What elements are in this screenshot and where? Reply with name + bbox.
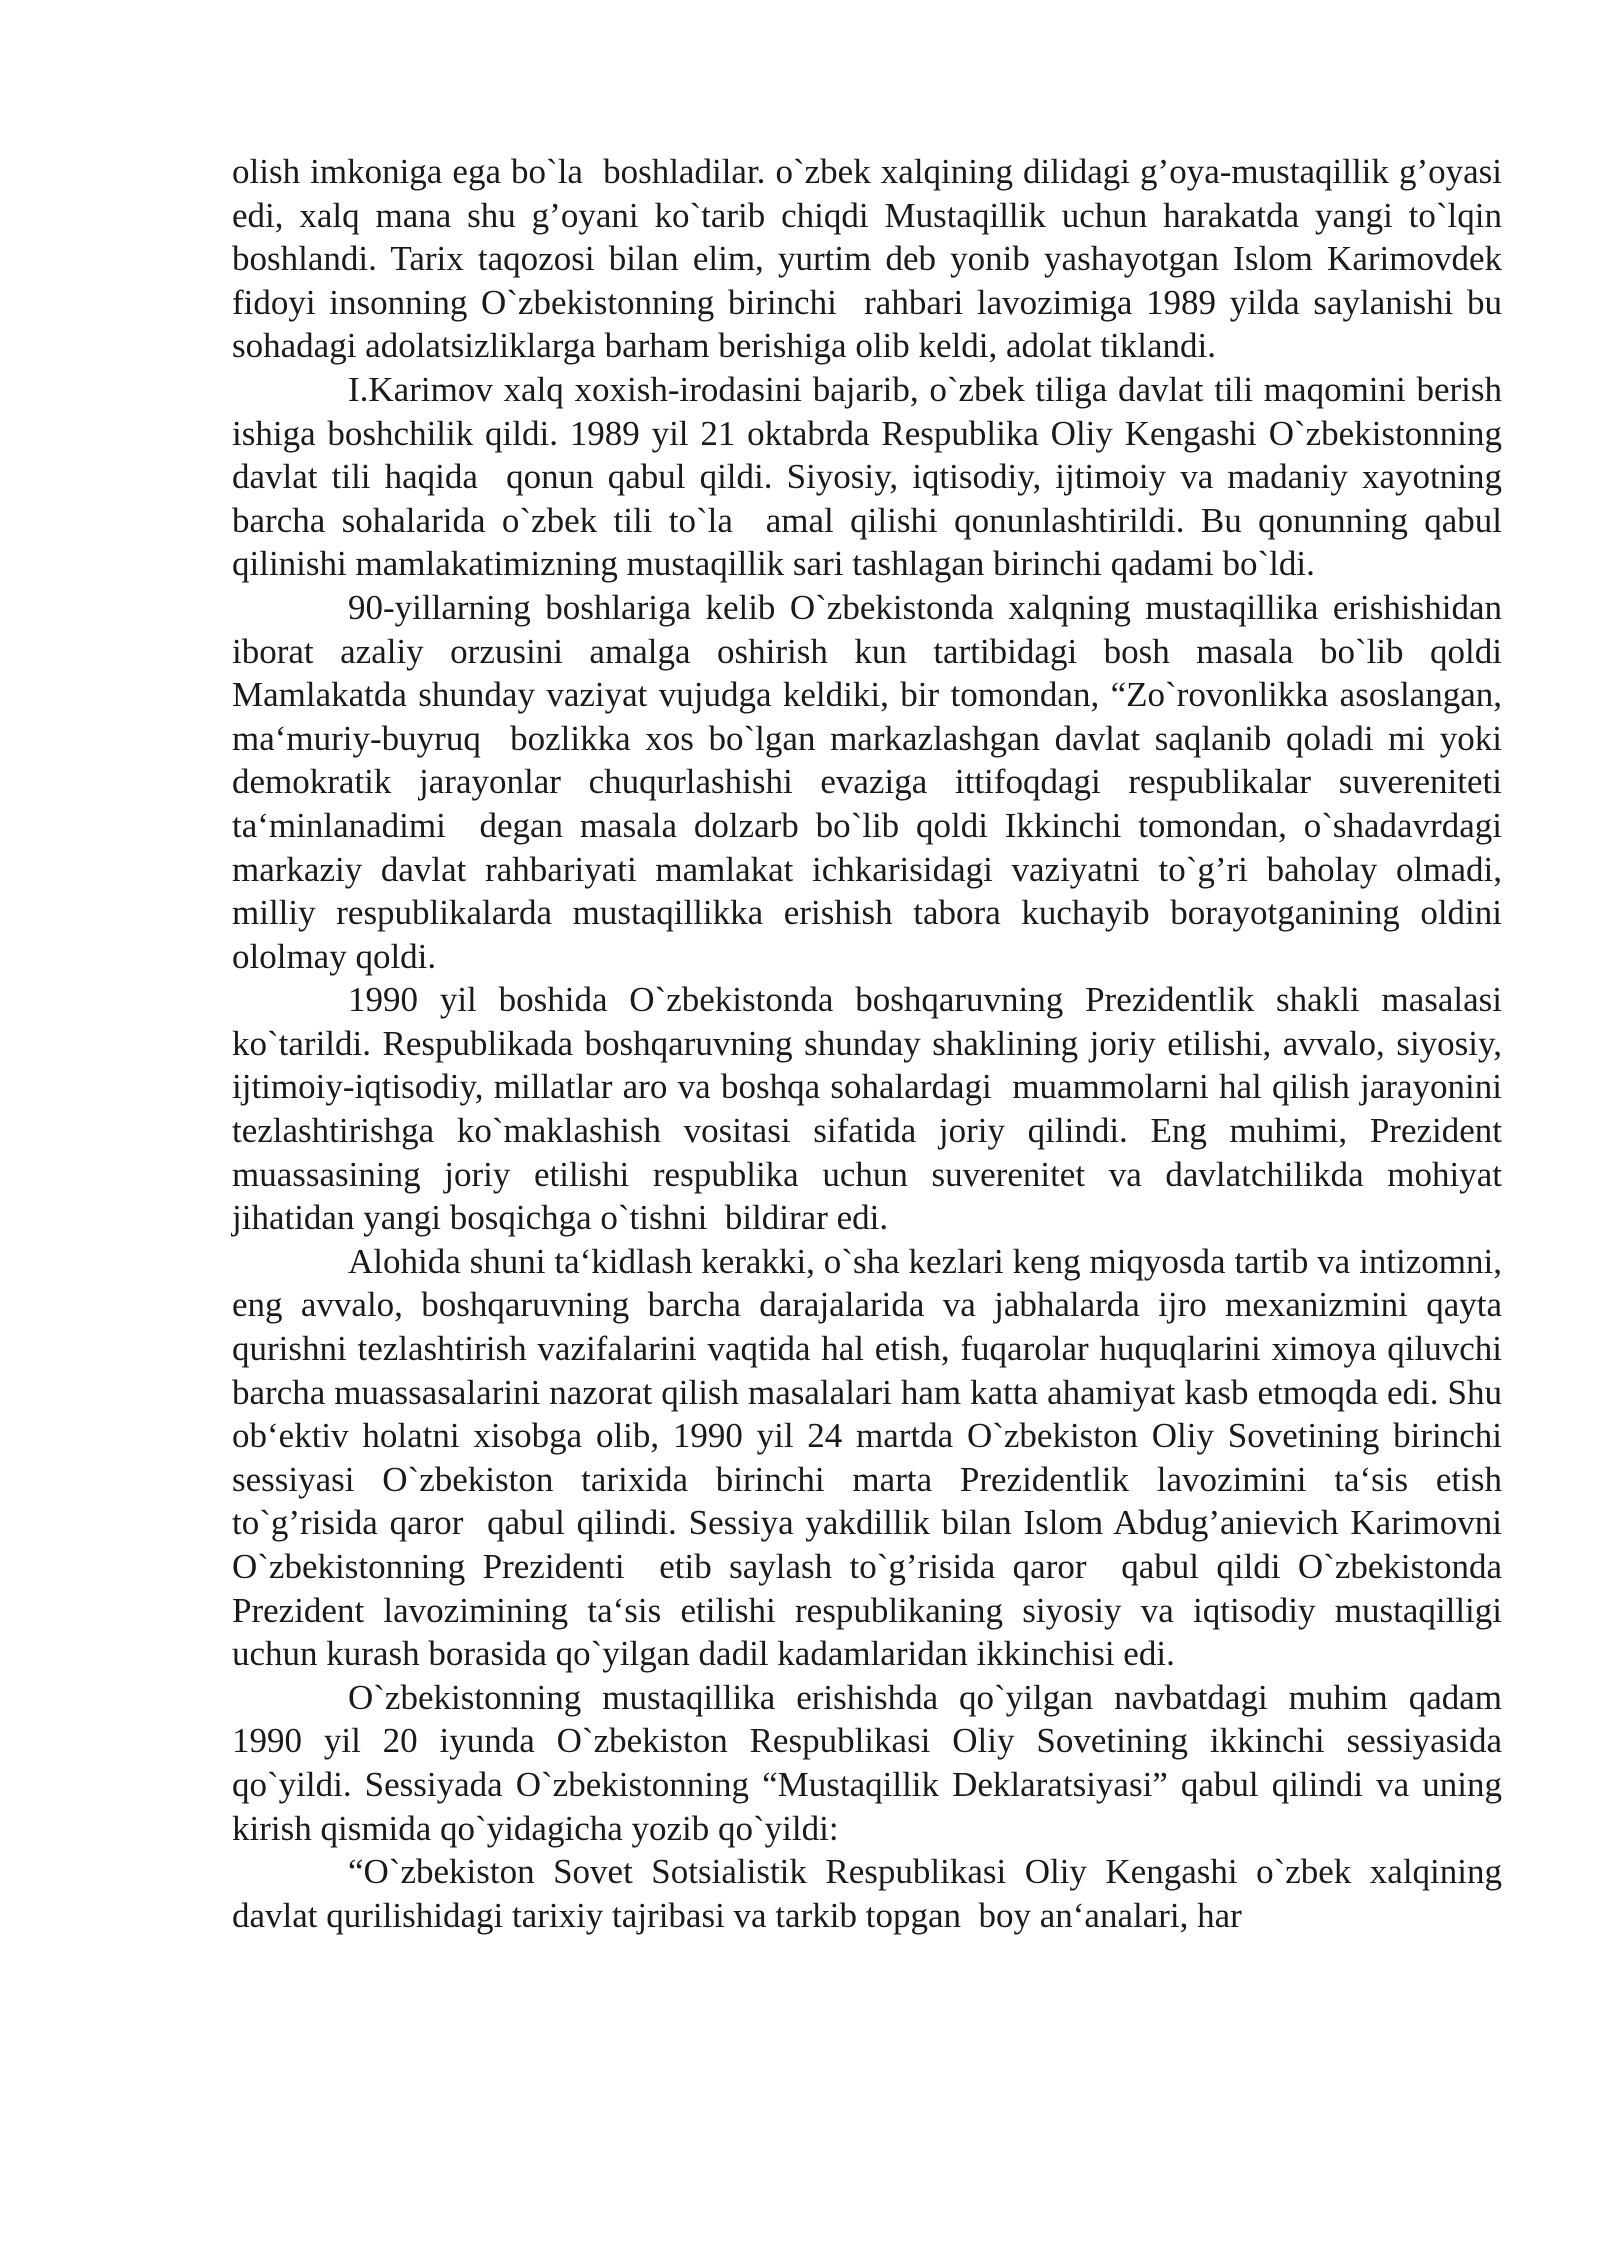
paragraph-5: Alohida shuni ta‘kidlash kerakki, o`sha kezlari keng miqyosda tartib va intizomni, eng avvalo, boshqaruvning barcha darajalarida va jabhalarda ijro mexanizmini qayta qurishni tezlashtirish vazifalarini vaqtida hal etish, fuqarolar huquqlarini ximoya qiluvchi barcha muassasalarini nazorat qilish masalalari ham katta ahamiyat kasb etmoqda edi. Shu ob‘ektiv holatni xisobga olib, 1990 yil 24 martda O`zbekiston Oliy Sovetining birinchi sessiyasi O`zbekiston tarixida birinchi marta Prezidentlik lavozimini ta‘sis etish to`g’risida qaror qabul qilindi. Sessiya yakdillik bilan Islom Abdug’anievich Karimovni O`zbekistonning Prezidenti etib saylash to`g’risida qaror qabul qildi O`zbekistonda Prezident lavozimining ta‘sis etilishi respublikaning siyosiy va iqtisodiy mustaqilligi uchun kurash borasida qo`yilgan dadil kadamlaridan ikkinchisi edi. <box>232 1241 1520 1674</box>
document-body <box>232 150 1520 1937</box>
paragraph-3: 90-yillarning boshlariga kelib O`zbekistonda xalqning mustaqillika erishishidan iborat azaliy orzusini amalga oshirish kun tartibidagi bosh masala bo`lib qoldi Mamlakatda shunday vaziyat vujudga keldiki, bir tomondan, “Zo`rovonlikka asoslangan, ma‘muriy-buyruq bozlikka xos bo`lgan markazlashgan davlat saqlanib qoladi mi yoki demokratik jarayonlar chuqurlashishi evaziga ittifoqdagi respublikalar suvereniteti ta‘minlanadimi degan masala dolzarb bo`lib qoldi Ikkinchi tomondan, o`shadavrdagi markaziy davlat rahbariyati mamlakat ichkarisidagi vaziyatni to`g’ri baholay olmadi, milliy respublikalarda mustaqillikka erishish tabora kuchayib borayotganining oldini ololmay qoldi. <box>232 587 1520 976</box>
paragraph-7: “O`zbekiston Sovet Sotsialistik Respublikasi Oliy Kengashi o`zbek xalqining davlat qurilishidagi tarixiy tajribasi va tarkib topgan boy an‘analari, har <box>232 1852 1511 1935</box>
paragraph-1: olish imkoniga ega bo`la boshladilar. o`zbek xalqining dilidagi g’oya-mustaqillik g’oyasi edi, xalq mana shu g’oyani ko`tarib chiqdi Mustaqillik uchun harakatda yangi to`lqin boshlandi. Tarix taqozosi bilan elim, yurtim deb yonib yashayotgan Islom Karimovdek fidoyi insonning O`zbekistonning birinchi rahbari lavozimiga 1989 yilda saylanishi bu sohadagi adolatsizliklarga barham berishiga olib keldi, adolat tiklandi. <box>232 152 1511 366</box>
paragraph-6: O`zbekistonning mustaqillika erishishda qo`yilgan navbatdagi muhim qadam 1990 yil 20 iyunda O`zbekiston Respublikasi Oliy Sovetining ikkinchi sessiyasida qo`yildi. Sessiyada O`zbekistonning “Mustaqillik Deklaratsiyasi” qabul qilindi va uning kirish qismida qo`yidagicha yozib qo`yildi: <box>232 1677 1511 1848</box>
paragraph-4: 1990 yil boshida O`zbekistonda boshqaruvning Prezidentlik shakli masalasi ko`tarildi. Respublikada boshqaruvning shunday shaklining joriy etilishi, avvalo, siyosiy, ijtimoiy-iqtisodiy, millatlar aro va boshqa sohalardagi muammolarni hal qilish jarayonini tezlashtirishga ko`maklashish vositasi sifatida joriy qilindi. Eng muhimi, Prezident muassasining joriy etilishi respublika uchun suverenitet va davlatchilikda mohiyat jihatidan yangi bosqichga o`tishni bildirar edi. <box>232 980 1511 1238</box>
paragraph-2: I.Karimov xalq xoxish-irodasini bajarib, o`zbek tiliga davlat tili maqomini berish ishiga boshchilik qildi. 1989 yil 21 oktabrda Respublika Oliy Kengashi O`zbekistonning davlat tili haqida qonun qabul qildi. Siyosiy, iqtisodiy, ijtimoiy va madaniy xayotning barcha sohalarida o`zbek tili to`la amal qilishi qonunlashtirildi. Bu qonunning qabul qilinishi mamlakatimizning mustaqillik sari tashlagan birinchi qadami bo`ldi. <box>232 369 1511 584</box>
